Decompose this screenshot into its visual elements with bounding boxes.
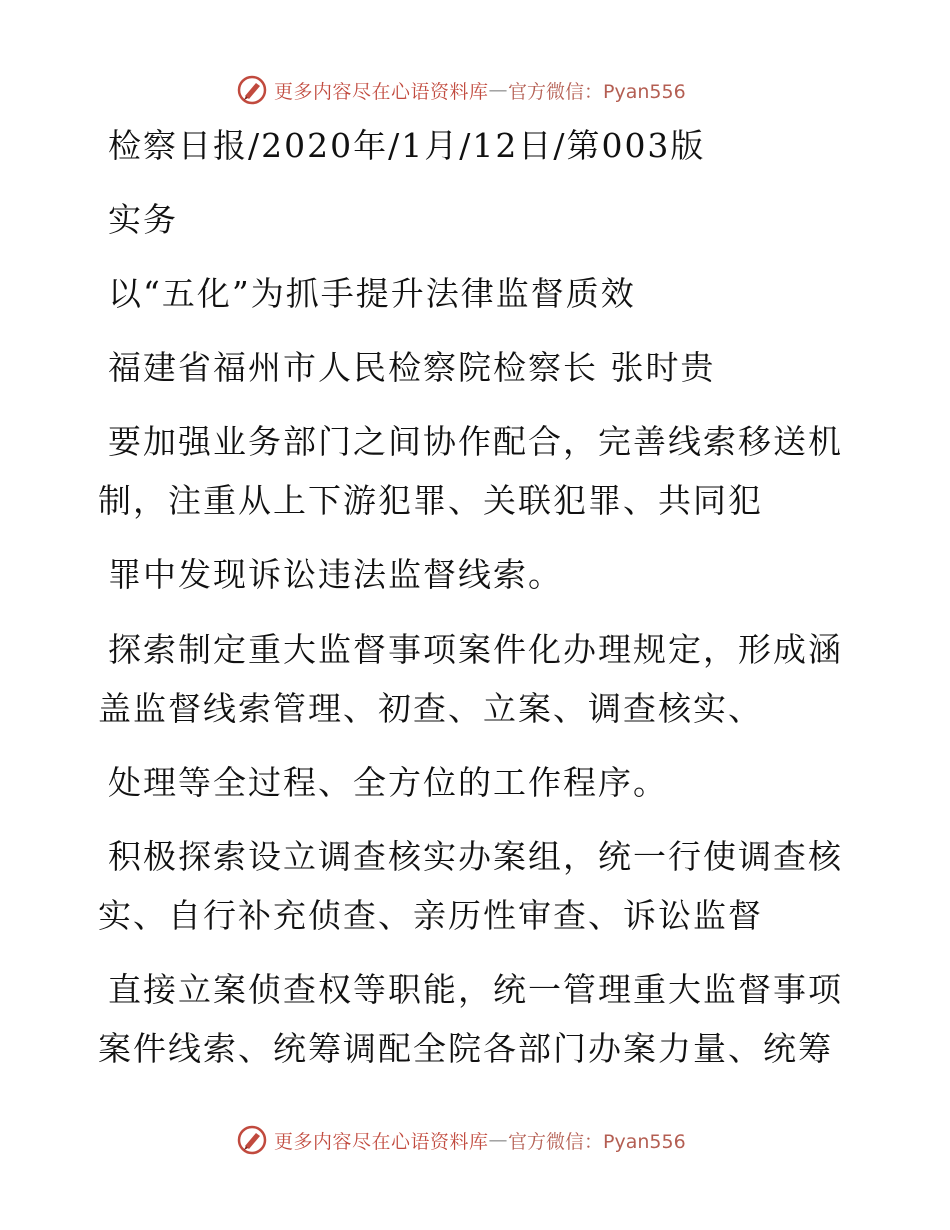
watermark-text: 更多内容尽在心语资料库: [274, 80, 489, 103]
paragraph-line: 探索制定重大监督事项案件化办理规定，形成涵: [108, 630, 843, 669]
paragraph-line: 案件线索、统筹调配全院各部门办案力量、统筹: [98, 1029, 833, 1068]
watermark-footer: [236, 1122, 736, 1158]
paragraph-line: 积极探索设立调查核实办案组，统一行使调查核: [108, 837, 843, 876]
article-title: 以“五化”为抓手提升法律监督质效: [108, 274, 636, 313]
watermark-dash: —: [488, 1129, 509, 1151]
paragraph-line: 处理等全过程、全方位的工作程序。: [108, 763, 668, 802]
brush-seal-icon: [236, 1124, 268, 1156]
paragraph-line: 要加强业务部门之间协作配合，完善线索移送机: [108, 422, 843, 461]
watermark-header: [236, 72, 736, 108]
watermark-dash: —: [488, 79, 509, 101]
brush-seal-icon: [236, 74, 268, 106]
paragraph-line: 制，注重从上下游犯罪、关联犯罪、共同犯: [98, 481, 763, 520]
watermark-wechat: 官方微信：Pyan556: [508, 80, 686, 103]
paragraph-line: 直接立案侦查权等职能，统一管理重大监督事项: [108, 970, 843, 1009]
paragraph-line: 罪中发现诉讼违法监督线索。: [108, 555, 563, 594]
watermark-text: 更多内容尽在心语资料库: [274, 1130, 489, 1153]
article-author: 福建省福州市人民检察院检察长 张时贵: [108, 348, 716, 387]
paragraph-line: 盖监督线索管理、初查、立案、调查核实、: [98, 689, 763, 728]
watermark-wechat: 官方微信：Pyan556: [508, 1130, 686, 1153]
section-label: 实务: [108, 200, 178, 239]
paragraph-line: 实、自行补充侦查、亲历性审查、诉讼监督: [98, 896, 763, 935]
publication-line: 检察日报/2020年/1月/12日/第003版: [108, 126, 706, 165]
